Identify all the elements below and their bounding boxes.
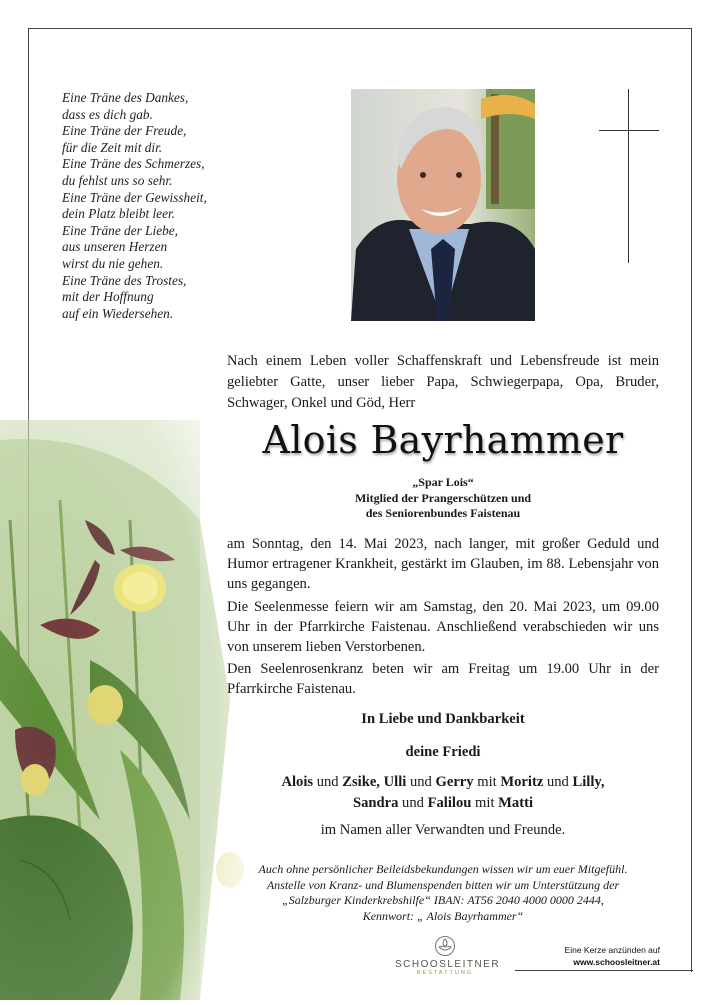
family-name-segment: und	[543, 774, 573, 790]
family-name-segment: Sandra	[352, 795, 399, 811]
poem-line: für die Zeit mit dir.	[62, 139, 163, 155]
family-names	[227, 772, 659, 814]
family-name-segment: Gerry	[435, 774, 474, 790]
family-name-segment: mit	[473, 774, 501, 790]
logo-name: SCHOOSLEITNER	[395, 959, 501, 970]
donation-note-line: Anstelle von Kranz- und Blumenspenden bitten wir um Unterstützung der	[266, 877, 620, 892]
deceased-name: Alois Bayrhammer	[262, 418, 624, 462]
bottom-border-segment	[515, 970, 693, 971]
poem-line: Eine Träne des Trostes,	[62, 272, 187, 288]
family-name-segment: Falilou	[427, 795, 472, 811]
candle-text: Eine Kerze anzünden auf	[564, 945, 660, 955]
donation-note-line: Kennwort: „ Alois Bayrhammer“	[362, 908, 524, 923]
membership-line-2: des Seniorenbundes Faistenau	[365, 506, 521, 520]
logo-emblem-icon	[434, 935, 456, 957]
portrait-photo	[351, 89, 535, 321]
poem-line: Eine Träne der Liebe,	[62, 222, 178, 238]
logo-subtitle: BESTATTUNG	[416, 970, 474, 976]
family-name-segment: und	[313, 774, 343, 790]
family-name-segment: und	[398, 795, 428, 811]
family-line-2	[227, 793, 659, 814]
cross-icon-horizontal	[599, 130, 659, 131]
mass-notice: Die Seelenmesse feiern wir am Samstag, den 20. Mai 2023, um 09.00 Uhr in der Pfarrkirche Faistenau. Anschließend verabschieden wir uns von unserem lieben Verstorbenen.	[227, 599, 659, 656]
poem	[62, 90, 272, 322]
poem-line: du fehlst uns so sehr.	[62, 172, 173, 188]
poem-line: mit der Hoffnung	[62, 289, 154, 305]
family-name-segment: Zsike, Ulli	[342, 774, 407, 790]
cross-icon-vertical	[628, 89, 629, 263]
candle-info	[520, 944, 660, 968]
donation-note-line: Auch ohne persönlicher Beileidsbekundungen wissen wir um euer Mitgefühl.	[258, 862, 628, 876]
family-name-segment: Alois	[281, 774, 314, 790]
donation-note	[200, 862, 686, 924]
family-name-segment: mit	[471, 795, 499, 811]
death-notice: am Sonntag, den 14. Mai 2023, nach langer, mit großer Geduld und Humor ertragener Krankheit, gestärkt im Glauben, im 88. Lebensjahr von uns gegangen.	[227, 536, 659, 593]
candle-link[interactable]: www.schoosleitner.at	[573, 957, 660, 967]
family-name-segment: Moritz	[500, 774, 544, 790]
poem-line: aus unseren Herzen	[62, 239, 168, 255]
funeral-home-logo	[395, 935, 501, 976]
poem-line: Eine Träne der Freude,	[62, 123, 187, 139]
family-name-segment: Lilly,	[572, 774, 605, 790]
poem-line: Eine Träne des Dankes,	[62, 90, 189, 105]
donation-note-line: „Salzburger Kinderkrebshilfe“ IBAN: AT56 2040 4000 0000 2444,	[282, 893, 604, 908]
poem-line: wirst du nie gehen.	[62, 255, 164, 271]
poem-line: dass es dich gab.	[62, 106, 153, 122]
poem-line: dein Platz bleibt leer.	[62, 206, 176, 222]
poem-line: Eine Träne der Gewissheit,	[62, 189, 207, 205]
poem-line: auf ein Wiedersehen.	[62, 305, 174, 321]
family-name-segment: und	[406, 774, 436, 790]
family-name-segment: Matti	[498, 795, 534, 811]
relatives-line: im Namen aller Verwandten und Freunde.	[320, 822, 566, 838]
membership-line-1: Mitglied der Prangerschützen und	[354, 490, 532, 505]
closing-love: In Liebe und Dankbarkeit	[361, 711, 525, 727]
rosary-notice: Den Seelenrosenkranz beten wir am Freitag um 19.00 Uhr in der Pfarrkirche Faistenau.	[227, 661, 659, 698]
nickname-block	[227, 475, 659, 522]
intro-text: Nach einem Leben voller Schaffenskraft und Lebensfreude ist mein geliebter Gatte, unser lieber Papa, Schwiegerpapa, Opa, Bruder, Schwager, Onkel und Göd, Herr	[227, 353, 659, 411]
family-line-1	[227, 772, 659, 793]
poem-line: Eine Träne des Schmerzes,	[62, 156, 205, 172]
nickname: „Spar Lois“	[412, 475, 474, 489]
spouse-signature: deine Friedi	[405, 744, 481, 760]
